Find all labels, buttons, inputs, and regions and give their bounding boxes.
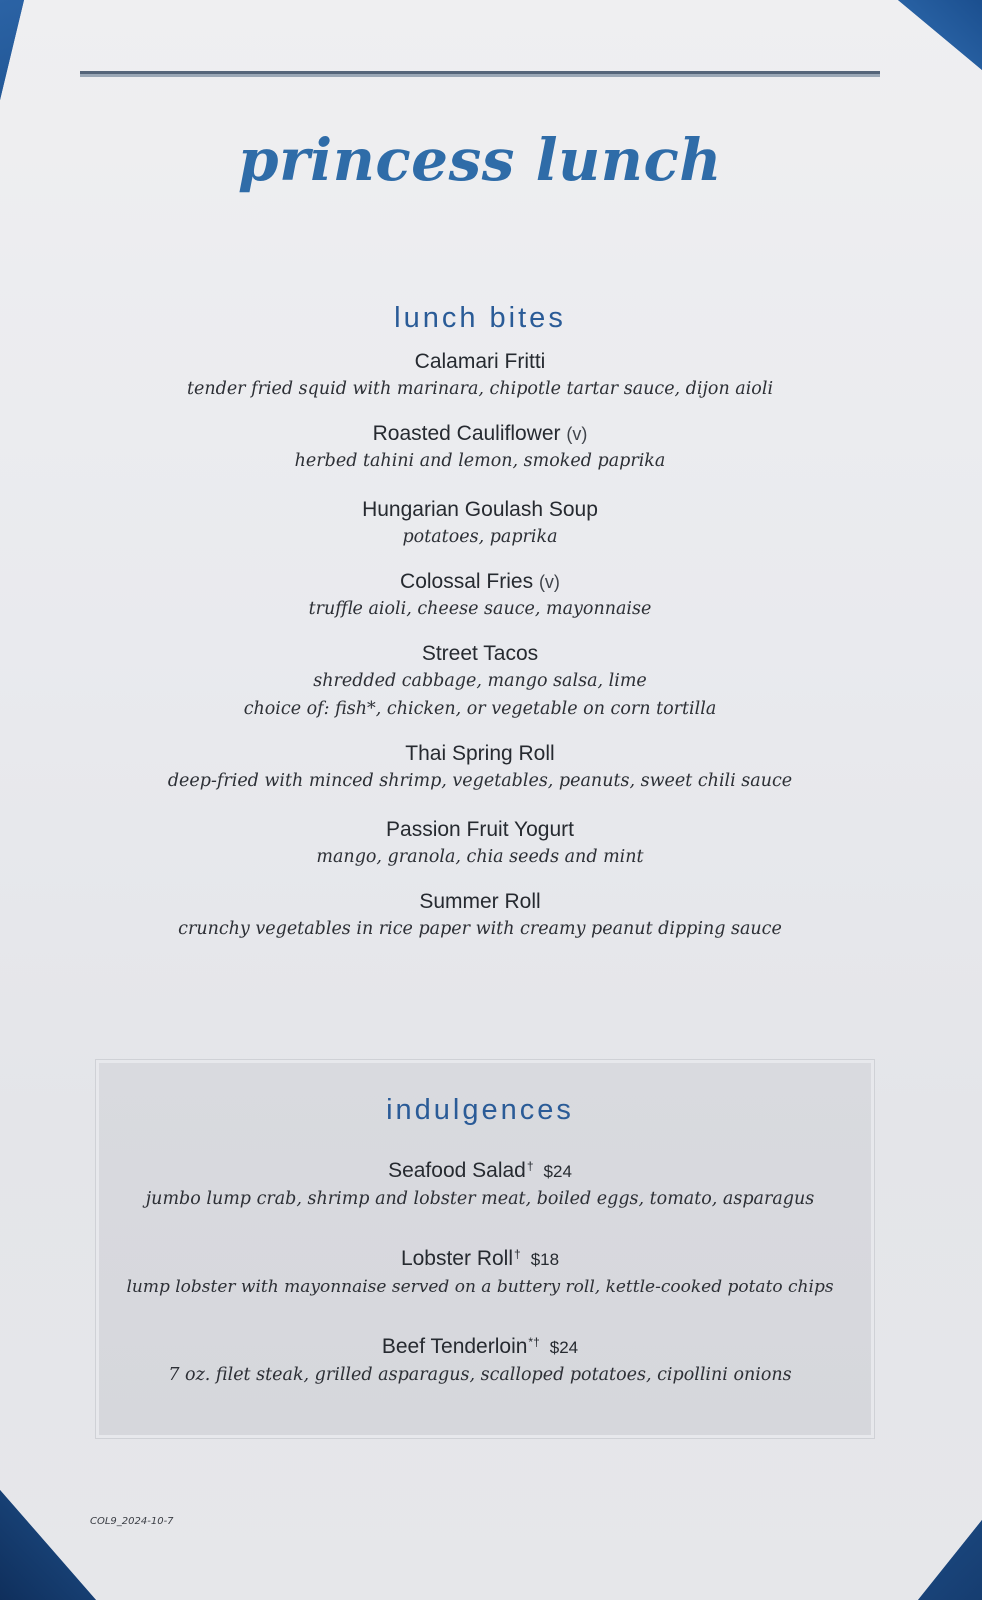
item-description: lump lobster with mayonnaise served on a buttery roll, kettle-cooked potato chips	[126, 1277, 834, 1297]
menu-item	[0, 1241, 960, 1301]
item-name: Seafood Salad	[388, 1159, 526, 1182]
item-name: Passion Fruit Yogurt	[386, 818, 574, 841]
item-allergen-mark: *†	[528, 1335, 540, 1349]
item-description: shredded cabbage, mango salsa, lime	[313, 671, 647, 691]
item-name: Lobster Roll	[400, 1247, 513, 1270]
menu-item	[0, 569, 960, 623]
menu-item	[0, 349, 960, 403]
item-description: jumbo lump crab, shrimp and lobster meat, boiled eggs, tomato, asparagus	[145, 1189, 815, 1209]
menu-code: COL9_2024-10-7	[90, 1516, 174, 1527]
item-description: herbed tahini and lemon, smoked paprika	[294, 451, 666, 471]
menu-item	[0, 741, 960, 795]
item-description: 7 oz. filet steak, grilled asparagus, scalloped potatoes, cipollini onions	[168, 1365, 792, 1385]
item-description: mango, granola, chia seeds and mint	[316, 847, 644, 867]
lunch-bites-heading: lunch bites	[394, 302, 566, 334]
menu-item	[0, 497, 960, 551]
vegetarian-tag: (v)	[566, 424, 588, 444]
item-description: tender fried squid with marinara, chipotle tartar sauce, dijon aioli	[186, 379, 774, 399]
menu-item	[0, 641, 960, 723]
item-price: $24	[543, 1162, 572, 1181]
lunch-bites-section	[0, 302, 960, 943]
item-name: Colossal Fries	[400, 570, 534, 593]
vegetarian-tag: (v)	[538, 572, 560, 592]
item-description: deep-fried with minced shrimp, vegetables, peanuts, sweet chili sauce	[167, 771, 793, 791]
item-allergen-mark: †	[514, 1247, 521, 1261]
item-allergen-mark: †	[526, 1159, 534, 1173]
menu-title: princess lunch	[238, 126, 722, 194]
item-description: crunchy vegetables in rice paper with creamy peanut dipping sauce	[178, 919, 782, 939]
indulgences-heading: indulgences	[386, 1094, 574, 1126]
item-name: Roasted Cauliflower	[372, 422, 561, 445]
item-name: Summer Roll	[419, 890, 541, 913]
item-name: Thai Spring Roll	[405, 742, 555, 765]
menu-item	[0, 1153, 960, 1213]
menu-item	[0, 889, 960, 943]
item-name: Street Tacos	[421, 642, 539, 665]
top-divider-rule	[80, 71, 880, 74]
item-description-choice: choice of: fish*, chicken, or vegetable on corn tortilla	[243, 699, 717, 719]
item-price: $24	[549, 1338, 579, 1357]
indulgences-section	[0, 1094, 960, 1389]
item-name: Calamari Fritti	[414, 350, 546, 373]
menu-item	[0, 1329, 960, 1389]
menu-item	[0, 817, 960, 871]
item-description: truffle aioli, cheese sauce, mayonnaise	[308, 599, 652, 619]
item-name: Hungarian Goulash Soup	[362, 498, 598, 521]
menu-item	[0, 421, 960, 475]
item-description: potatoes, paprika	[402, 527, 558, 547]
item-price: $18	[530, 1250, 560, 1269]
item-name: Beef Tenderloin	[381, 1335, 528, 1358]
